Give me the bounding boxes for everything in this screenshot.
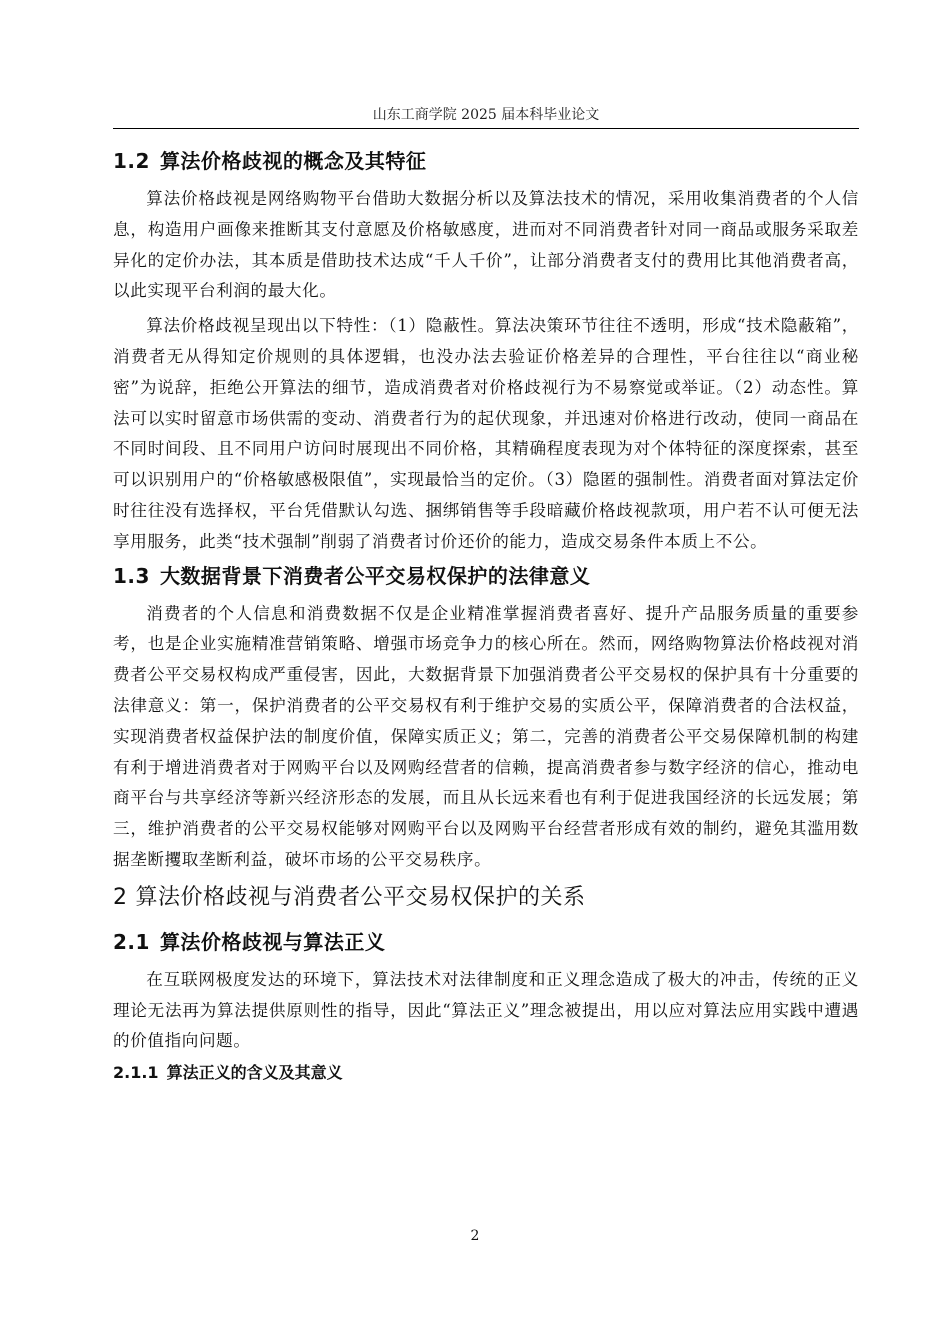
chapter-title: 算法价格歧视与消费者公平交易权保护的关系 <box>135 884 586 910</box>
page-number: 2 <box>470 1228 480 1244</box>
paragraph: 在互联网极度发达的环境下，算法技术对法律制度和正义理念造成了极大的冲击，传统的正义理论无法再为算法提供原则性的指导，因此“算法正义”理念被提出，用以应对算法应用实践中遭遇的价值指向问题。 <box>113 969 859 1051</box>
header-rule <box>113 128 859 129</box>
chapter-number: 2 <box>113 884 128 910</box>
paragraph: 算法价格歧视呈现出以下特性：（1）隐蔽性。算法决策环节往往不透明，形成“技术隐蔽箱”，消费者无从得知定价规则的具体逻辑，也没办法去验证价格差异的合理性，平台往往以“商业秘密”为说辞，拒绝公开算法的细节，造成消费者对价格歧视行为不易察觉或举证。（2）动态性。算法可以实时留意市场供需的变动、消费者行为的起伏现象，并迅速对价格进行改动，使同一商品在不同时间段、且不同用户访问时展现出不同价格，其精确程度表现为对个体特征的深度探索，甚至可以识别用户的“价格敏感极限值”，实现最恰当的定价。（3）隐匿的强制性。消费者面对算法定价时往往没有选择权，平台凭借默认勾选、捆绑销售等手段暗藏价格歧视款项，用户若不认可便无法享用服务，此类“技术强制”削弱了消费者讨价还价的能力，造成交易条件本质上不公。 <box>113 316 859 551</box>
section-heading-1-2 <box>113 147 859 175</box>
chapter-heading-2 <box>113 882 859 914</box>
section-title: 大数据背景下消费者公平交易权保护的法律意义 <box>159 563 591 588</box>
paragraph: 消费者的个人信息和消费数据不仅是企业精准掌握消费者喜好、提升产品服务质量的重要参考，也是企业实施精准营销策略、增强市场竞争力的核心所在。然而，网络购物算法价格歧视对消费者公平交易权构成严重侵害，因此，大数据背景下加强消费者公平交易权的保护具有十分重要的法律意义：第一，保护消费者的公平交易权有利于维护交易的实质公平，保障消费者的合法权益，实现消费者权益保护法的制度价值，保障实质正义；第二，完善的消费者公平交易保障机制的构建有利于增进消费者对于网购平台以及网购经营者的信赖，提高消费者参与数字经济的信心，推动电商平台与共享经济等新兴经济形态的发展，而且从长远来看也有利于促进我国经济的长远发展；第三，维护消费者的公平交易权能够对网购平台以及网购平台经营者形成有效的制约，避免其滥用数据垄断攫取垄断利益，破坏市场的公平交易秩序。 <box>113 603 859 869</box>
section-heading-2-1 <box>113 928 859 956</box>
subsection-title: 算法正义的含义及其意义 <box>166 1063 343 1083</box>
section-title: 算法价格歧视的概念及其特征 <box>159 149 427 173</box>
section-number: 2.1 <box>113 929 150 954</box>
running-header: 山东工商学院 2025 届本科毕业论文 <box>372 107 600 123</box>
section-number: 1.3 <box>113 563 150 588</box>
subsection-heading-2-1-1 <box>113 1061 859 1085</box>
paragraph: 算法价格歧视是网络购物平台借助大数据分析以及算法技术的情况，采用收集消费者的个人信息，构造用户画像来推断其支付意愿及价格敏感度，进而对不同消费者针对同一商品或服务采取差异化的定价办法，其本质是借助技术达成“千人千价”，让部分消费者支付的费用比其他消费者高，以此实现平台利润的最大化。 <box>113 189 859 301</box>
page-body <box>113 147 859 1085</box>
section-title: 算法价格歧视与算法正义 <box>159 929 386 954</box>
section-heading-1-3 <box>113 562 859 590</box>
section-number: 1.2 <box>113 149 150 173</box>
subsection-number: 2.1.1 <box>113 1063 159 1083</box>
